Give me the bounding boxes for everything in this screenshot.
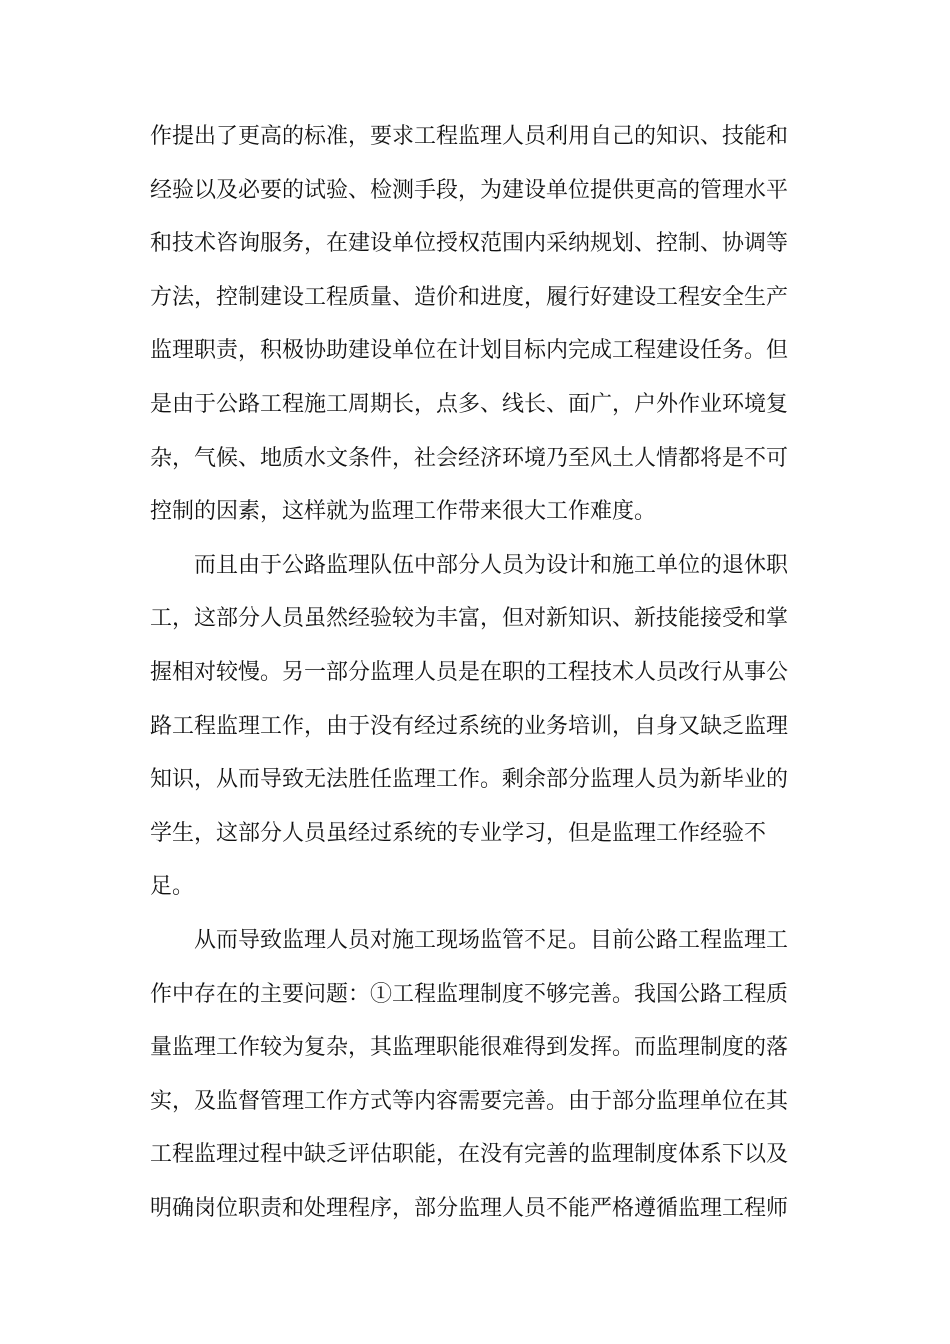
- text-line: 和技术咨询服务，在建设单位授权范围内采纳规划、控制、协调等: [150, 231, 789, 257]
- text-line: 杂，气候、地质水文条件，社会经济环境乃至风土人情都将是不可: [150, 445, 789, 471]
- text-line: 监理职责，积极协助建设单位在计划目标内完成工程建设任务。但: [150, 338, 789, 364]
- text-line: 路工程监理工作，由于没有经过系统的业务培训，自身又缺乏监理: [150, 713, 789, 739]
- text-line: 控制的因素，这样就为监理工作带来很大工作难度。: [150, 499, 657, 525]
- text-line: 作中存在的主要问题：①工程监理制度不够完善。我国公路工程质: [150, 981, 789, 1007]
- text-line: 作提出了更高的标准，要求工程监理人员利用自己的知识、技能和: [150, 124, 789, 149]
- text-line: 实，及监督管理工作方式等内容需要完善。由于部分监理单位在其: [150, 1088, 789, 1114]
- text-line: 握相对较慢。另一部分监理人员是在职的工程技术人员改行从事公: [150, 659, 789, 685]
- text-line: 经验以及必要的试验、检测手段，为建设单位提供更高的管理水平: [150, 177, 789, 203]
- text-line: 学生，这部分人员虽经过系统的专业学习，但是监理工作经验不: [150, 820, 767, 846]
- paragraph-first-line: 而且由于公路监理队伍中部分人员为设计和施工单位的退休职: [194, 552, 789, 578]
- text-line: 知识，从而导致无法胜任监理工作。剩余部分监理人员为新毕业的: [150, 767, 789, 793]
- document-body: [150, 110, 800, 1235]
- text-line: 工程监理过程中缺乏评估职能，在没有完善的监理制度体系下以及: [150, 1142, 789, 1168]
- paragraph-first-line: 从而导致监理人员对施工现场监管不足。目前公路工程监理工: [194, 927, 789, 953]
- text-line: 量监理工作较为复杂，其监理职能很难得到发挥。而监理制度的落: [150, 1035, 789, 1061]
- text-line: 足。: [150, 874, 195, 900]
- text-line: 是由于公路工程施工周期长，点多、线长、面广，户外作业环境复: [150, 391, 789, 417]
- text-line: 明确岗位职责和处理程序，部分监理人员不能严格遵循监理工程师: [150, 1195, 789, 1221]
- text-line: 工，这部分人员虽然经验较为丰富，但对新知识、新技能接受和掌: [150, 606, 789, 632]
- text-line: 方法，控制建设工程质量、造价和进度，履行好建设工程安全生产: [150, 284, 789, 310]
